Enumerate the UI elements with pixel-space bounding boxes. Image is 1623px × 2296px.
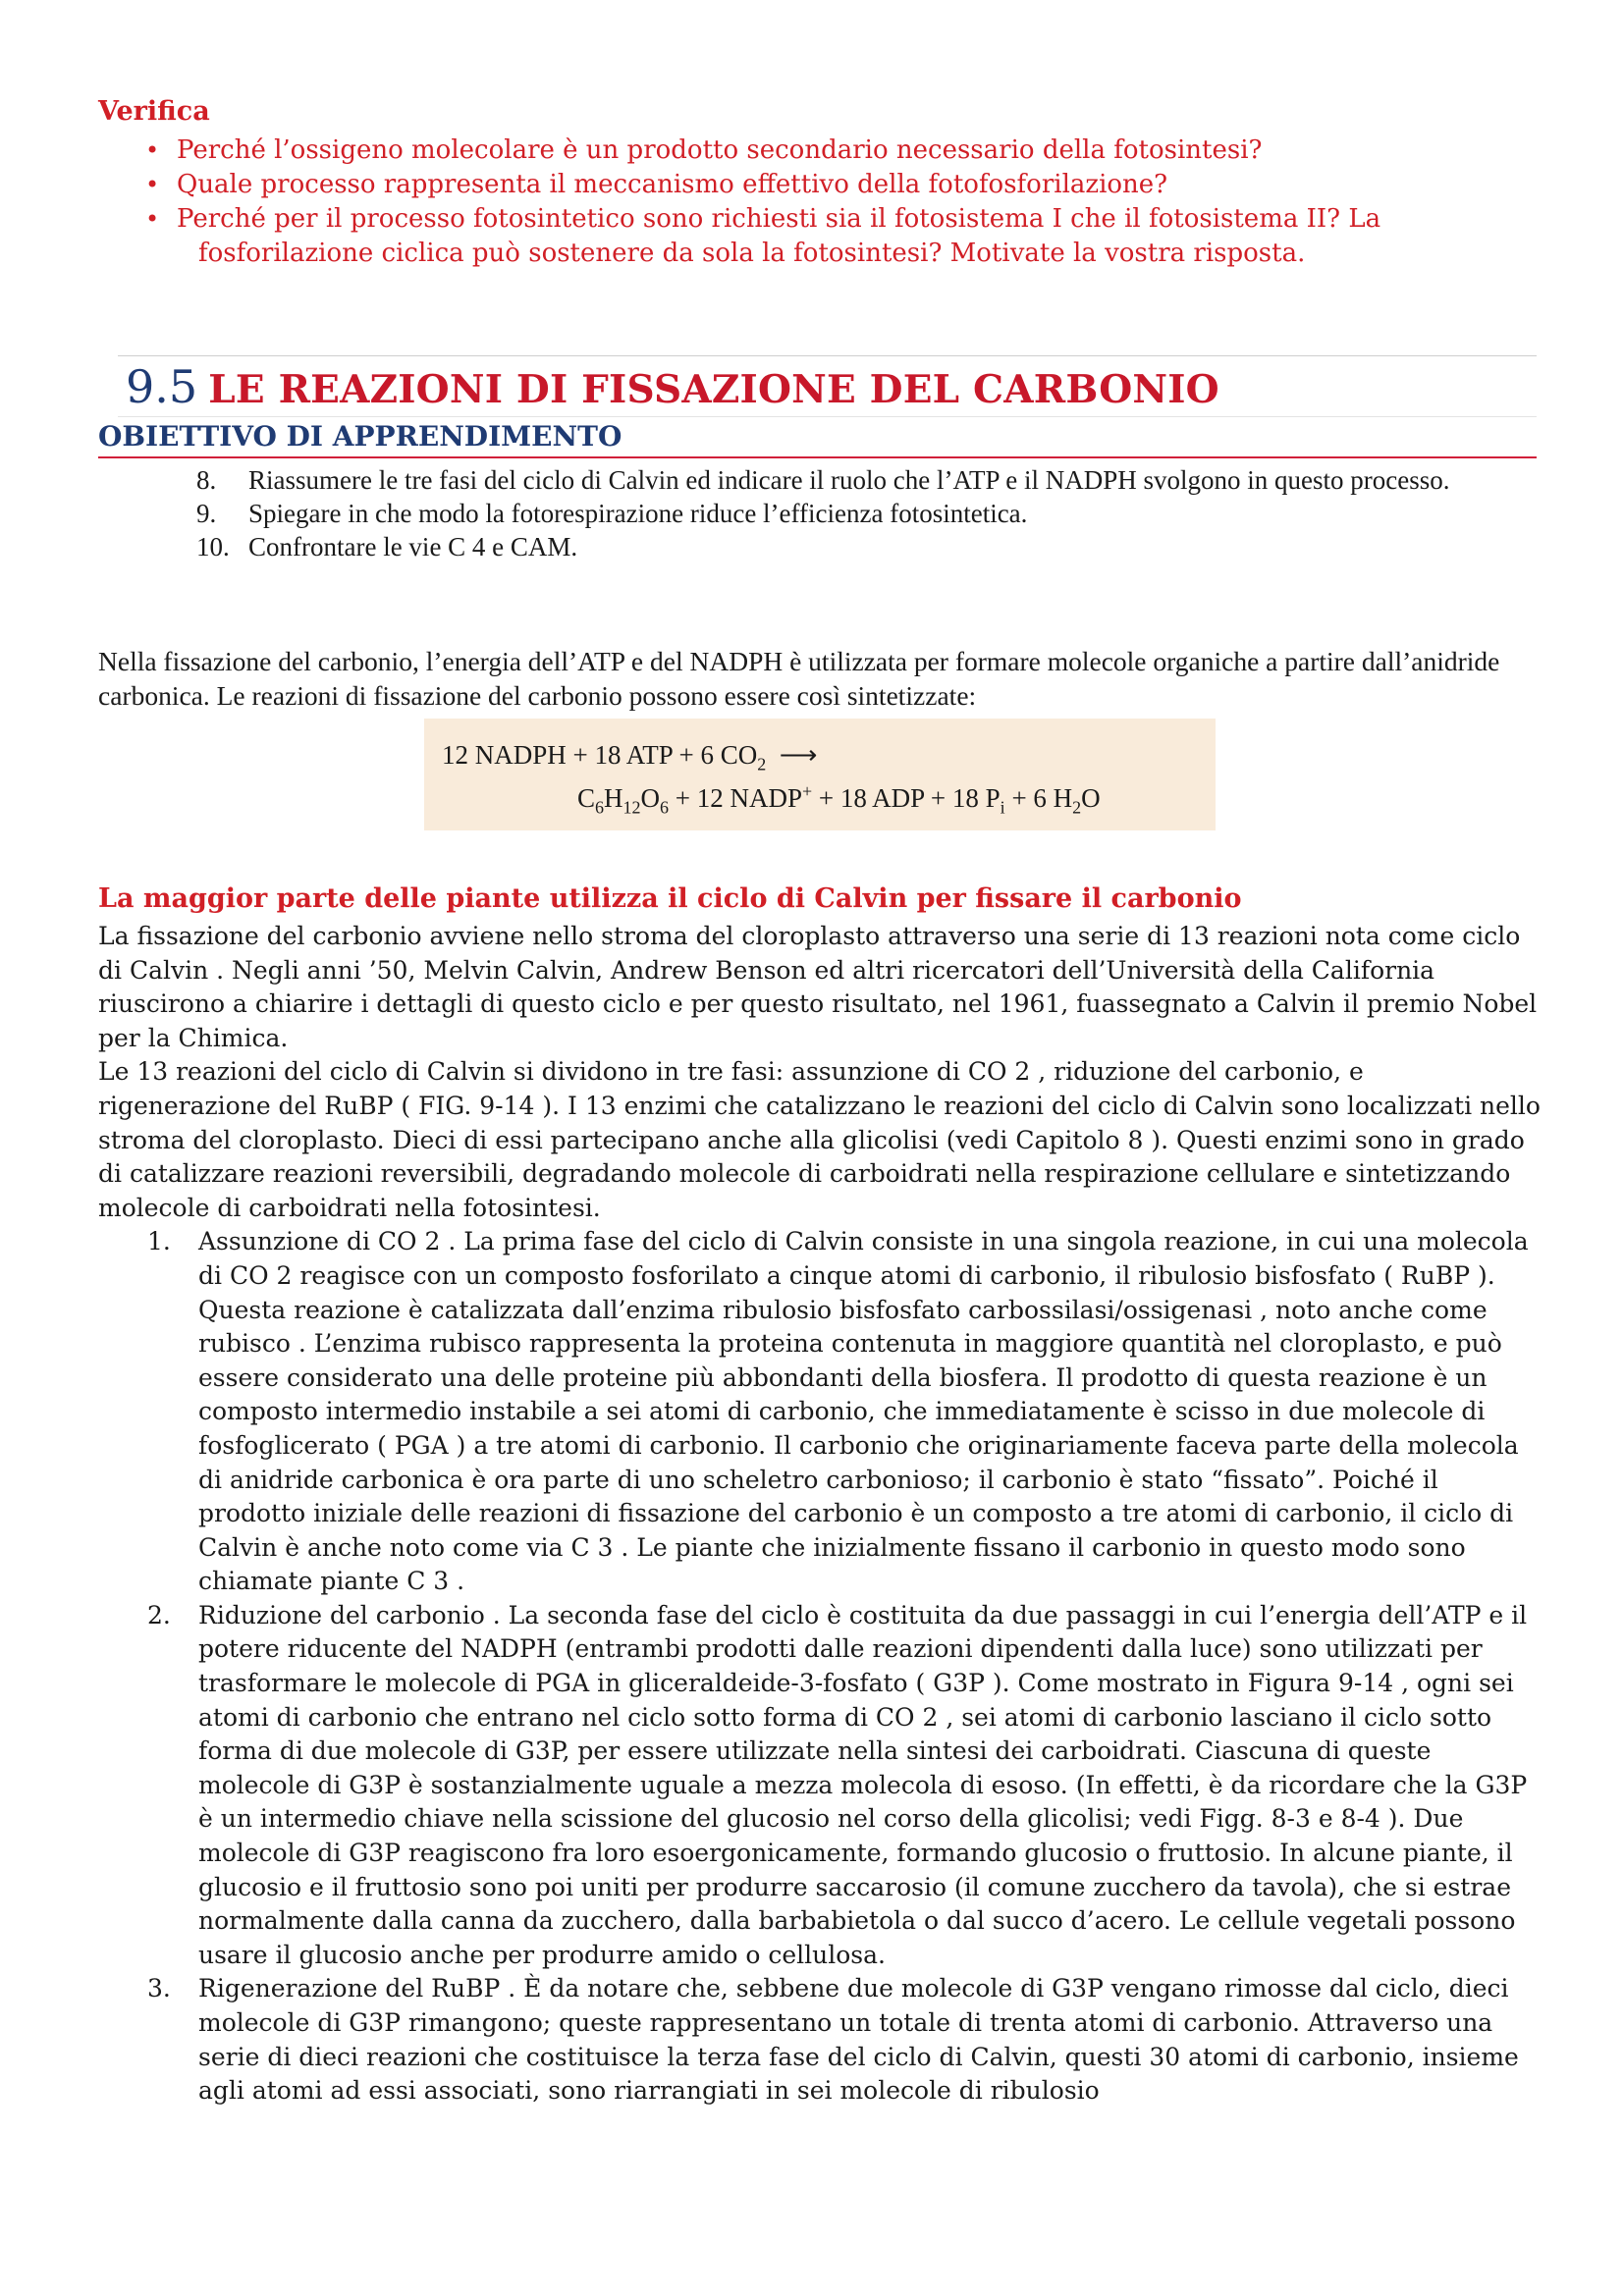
body-paragraph: Le 13 reazioni del ciclo di Calvin si dividono in tre fasi: assunzione di CO 2 , riduzione del carbonio, e rigenerazione del RuBP ( FIG. 9-14 ). I 13 enzimi che catalizzano le reazioni del ciclo di Calvin sono localizzati nello stroma del cloroplasto. Dieci di essi partecipano anche alla glicolisi (vedi Capitolo 8 ). Questi enzimi sono in grado di catalizzare reazioni reversibili, degradando molecole di carboidrati nella respirazione cellulare e sintetizzando molecole di carboidrati nella fotosintesi.	[98, 1057, 1541, 1222]
objective-number: 8.	[196, 465, 217, 495]
verifica-question-list	[135, 133, 1530, 271]
list-item	[187, 530, 1522, 563]
objectives-underline	[98, 456, 1537, 458]
list-item	[135, 202, 1530, 271]
equation-products	[577, 781, 1101, 818]
objective-text: Riassumere le tre fasi del ciclo di Calvin ed indicare il ruolo che l’ATP e il NADPH svolgono in questo processo.	[248, 465, 1450, 495]
verifica-heading: Verifica	[98, 96, 210, 127]
calvin-body	[98, 920, 1542, 2109]
intro-paragraph: Nella fissazione del carbonio, l’energia dell’ATP e del NADPH è utilizzata per formare molecole organiche a partire dall’anidride carbonica. Le reazioni di fissazione del carbonio possono essere così sintetizzate:	[98, 646, 1500, 711]
list-item	[135, 133, 1530, 168]
product-text: + 6 H	[1004, 783, 1073, 813]
bullet-icon: •	[145, 171, 160, 198]
subscript: 6	[660, 797, 670, 818]
objective-text: Spiegare in che modo la fotorespirazione riduce l’efficienza fotosintetica.	[248, 499, 1028, 528]
subscript: 6	[595, 797, 605, 818]
question-text: Perché l’ossigeno molecolare è un prodotto secondario necessario della fotosintesi?	[177, 135, 1263, 165]
subscript: i	[1000, 797, 1005, 818]
calvin-steps-list	[98, 1225, 1542, 2108]
list-item	[187, 497, 1522, 530]
bullet-icon: •	[145, 205, 160, 233]
section-divider-top	[118, 355, 1537, 356]
reactants-text: 12 NADPH + 18 ATP + 6 CO	[442, 740, 758, 770]
section-heading: LE REAZIONI DI FISSAZIONE DEL CARBONIO	[208, 367, 1219, 412]
objective-text: Confrontare le vie C 4 e CAM.	[248, 532, 578, 561]
step-number: 2.	[147, 1600, 171, 1629]
arrow-icon: ⟶	[779, 740, 818, 770]
list-item	[187, 463, 1522, 497]
product-text: + 18 ADP + 18 P	[812, 783, 1001, 813]
element-symbol: C	[577, 783, 596, 813]
subscript: 2	[1072, 797, 1082, 818]
objectives-heading: OBIETTIVO DI APPRENDIMENTO	[98, 420, 622, 453]
element-symbol: O	[640, 783, 661, 813]
objective-number: 9.	[196, 499, 217, 528]
superscript: +	[802, 781, 813, 801]
bullet-icon: •	[145, 136, 160, 164]
element-symbol: H	[604, 783, 623, 813]
equation-reactants	[442, 740, 817, 774]
section-title	[126, 360, 1219, 413]
list-item	[135, 168, 1530, 202]
step-text: Assunzione di CO 2 . La prima fase del ciclo di Calvin consiste in una singola reazione, in cui una molecola di CO 2 reagisce con un composto fosforilato a cinque atomi di carbonio, il ribulosio bisfosfato ( RuBP ). Questa reazione è catalizzata dall’enzima ribulosio bisfosfato carbossilasi/ossigenasi , noto anche come rubisco . L’enzima rubisco rappresenta la proteina contenuta in maggiore quantità nel cloroplasto, e può essere considerato una delle proteine più abbondanti della biosfera. Il prodotto di questa reazione è un composto intermedio instabile a sei atomi di carbonio, che immediatamente è scisso in due molecole di fosfoglicerato ( PGA ) a tre atomi di carbonio. Il carbonio che originariamente faceva parte della molecola di anidride carbonica è ora parte di uno scheletro carbonioso; il carbonio è stato “fissato”. Poiché il prodotto iniziale delle reazioni di fissazione del carbonio è un composto a tre atomi di carbonio, il ciclo di Calvin è anche noto come via C 3 . Le piante che inizialmente fissano il carbonio in questo modo sono chiamate piante C 3 .	[198, 1227, 1529, 1596]
reaction-equation	[424, 719, 1216, 830]
list-item	[98, 1599, 1542, 1973]
question-text-continued: fosforilazione ciclica può sostenere da sola la fotosintesi? Motivate la vostra risposta.	[198, 239, 1306, 268]
section-number: 9.5	[126, 360, 198, 413]
objective-number: 10.	[196, 532, 230, 561]
subscript: 2	[757, 754, 767, 774]
step-text: Riduzione del carbonio . La seconda fase del ciclo è costituita da due passaggi in cui l’energia dell’ATP e il potere riducente del NADPH (entrambi prodotti dalle reazioni dipendenti dalla luce) sono utilizzati per trasformare le molecole di PGA in gliceraldeide-3-fosfato ( G3P ). Come mostrato in Figura 9-14 , ogni sei atomi di carbonio che entrano nel ciclo sotto forma di CO 2 , sei atomi di carbonio lasciano il ciclo sotto forma di due molecole di G3P, per essere utilizzate nella sintesi dei carboidrati. Ciascuna di queste molecole di G3P è sostanzialmente uguale a mezza molecola di esoso. (In effetti, è da ricordare che la G3P è un intermedio chiave nella scissione del glucosio nel corso della glicolisi; vedi Figg. 8-3 e 8-4 ). Due molecole di G3P reagiscono fra loro esoergonicamente, formando glucosio o fruttosio. In alcune piante, il glucosio e il fruttosio sono poi uniti per produrre saccarosio (il comune zucchero da tavola), che si estrae normalmente dalla canna da zucchero, dalla barbabietola o dal succo d’acero. Le cellule vegetali possono usare il glucosio anche per produrre amido o cellulosa.	[198, 1600, 1528, 1969]
subscript: 12	[622, 797, 641, 818]
product-text: + 12 NADP	[669, 783, 803, 813]
question-text: Perché per il processo fotosintetico sono richiesti sia il fotosistema I che il fotosistema II? La	[177, 204, 1381, 234]
section-divider-mid	[118, 416, 1537, 417]
objectives-list	[187, 463, 1522, 563]
step-number: 1.	[147, 1227, 171, 1256]
body-paragraph: La fissazione del carbonio avviene nello stroma del cloroplasto attraverso una serie di 13 reazioni nota come ciclo di Calvin . Negli anni ’50, Melvin Calvin, Andrew Benson ed altri ricercatori dell’Università della California riuscirono a chiarire i dettagli di questo ciclo e per questo risultato, nel 1961, fuassegnato a Calvin il premio Nobel per la Chimica.	[98, 922, 1538, 1052]
list-item	[98, 1225, 1542, 1599]
list-item	[98, 1972, 1542, 2108]
element-symbol: O	[1081, 783, 1101, 813]
question-text: Quale processo rappresenta il meccanismo effettivo della fotofosforilazione?	[177, 170, 1168, 199]
calvin-heading: La maggior parte delle piante utilizza il ciclo di Calvin per fissare il carbonio	[98, 883, 1242, 914]
step-number: 3.	[147, 1974, 171, 2003]
step-text: Rigenerazione del RuBP . È da notare che, sebbene due molecole di G3P vengano rimosse dal ciclo, dieci molecole di G3P rimangono; queste rappresentano un totale di trenta atomi di carbonio. Attraverso una serie di dieci reazioni che costituisce la terza fase del ciclo di Calvin, questi 30 atomi di carbonio, insieme agli atomi ad essi associati, sono riarrangiati in sei molecole di ribulosio	[198, 1974, 1519, 2106]
